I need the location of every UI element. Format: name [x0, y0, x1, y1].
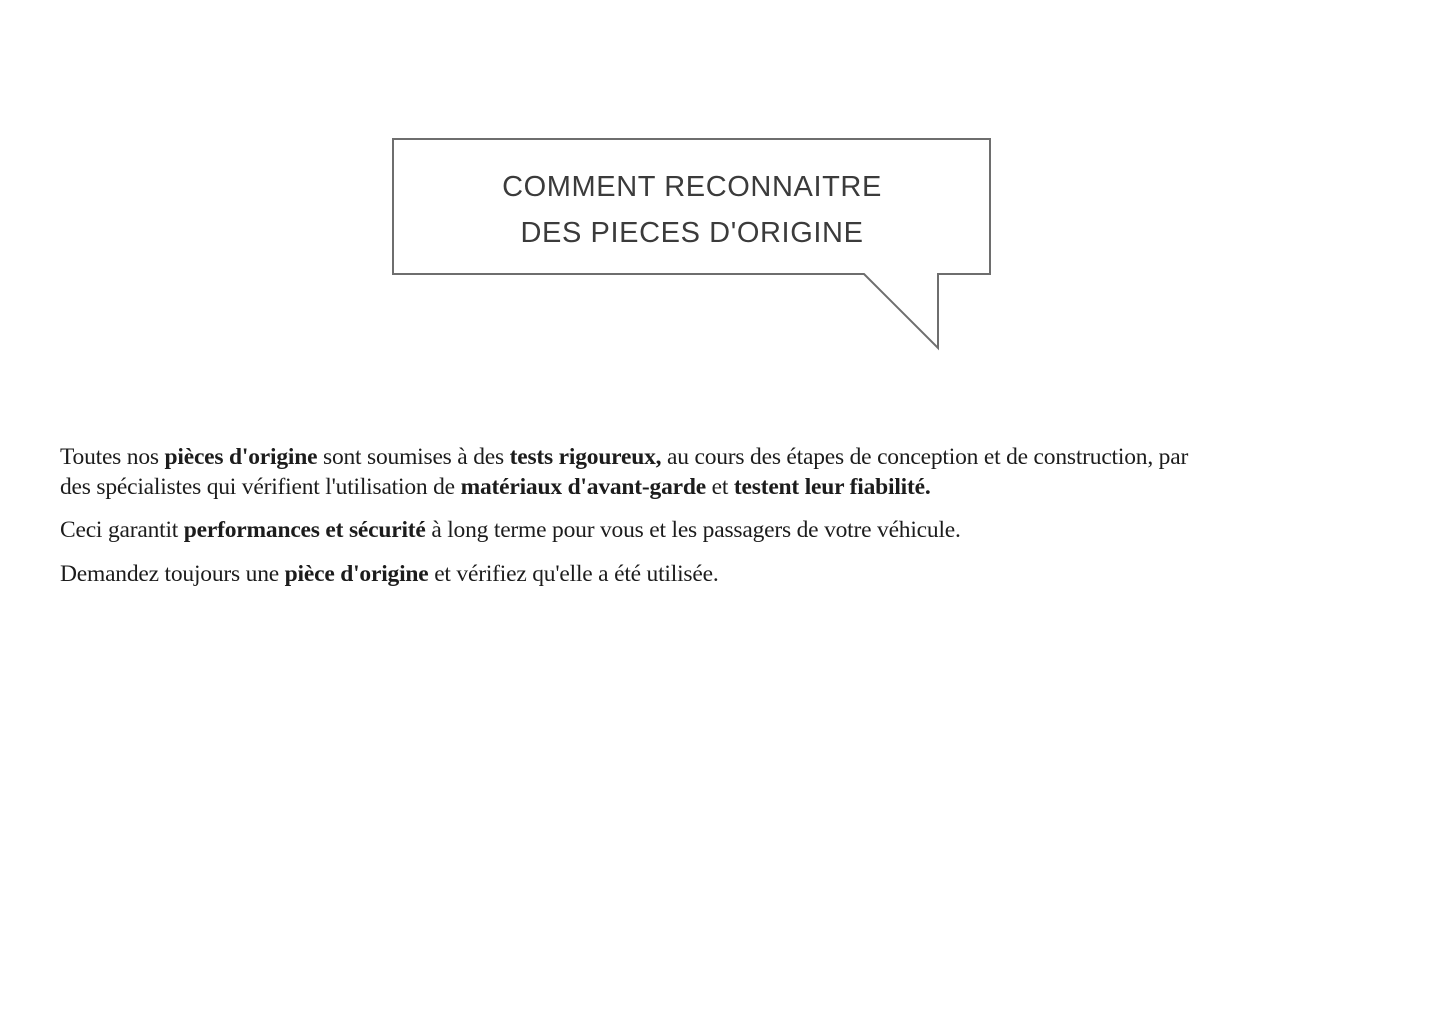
body-paragraph-1	[60, 443, 1410, 502]
callout-title	[393, 139, 991, 256]
text-run: à long terme pour vous et les passagers de votre véhicule.	[425, 517, 961, 543]
text-run-bold: pièce d'origine	[284, 560, 429, 587]
callout-title-line2: DES PIECES D'ORIGINE	[520, 217, 864, 249]
text-run-bold: tests rigoureux,	[509, 444, 662, 470]
text-run: des spécialistes qui vérifient l'utilisation de	[60, 473, 461, 500]
text-run: Demandez toujours une	[60, 560, 285, 587]
text-run: et	[705, 473, 734, 500]
body-paragraph-2	[60, 516, 1410, 546]
text-run-bold: pièces d'origine	[164, 444, 318, 470]
body-paragraph-3	[60, 560, 1410, 590]
text-run: Toutes nos	[60, 444, 165, 470]
text-run-bold: performances et sécurité	[183, 517, 426, 543]
text-run: et vérifiez qu'elle a été utilisée.	[428, 560, 719, 587]
text-run: au cours des étapes de conception et de construction, par	[661, 444, 1189, 470]
text-run: Ceci garantit	[60, 517, 184, 543]
text-run-bold: testent leur fiabilité.	[733, 473, 931, 500]
text-run-bold: matériaux d'avant-garde	[460, 473, 706, 500]
text-run: sont soumises à des	[317, 444, 510, 470]
body-copy	[60, 443, 1410, 603]
callout-title-line1: COMMENT RECONNAITRE	[502, 171, 882, 203]
